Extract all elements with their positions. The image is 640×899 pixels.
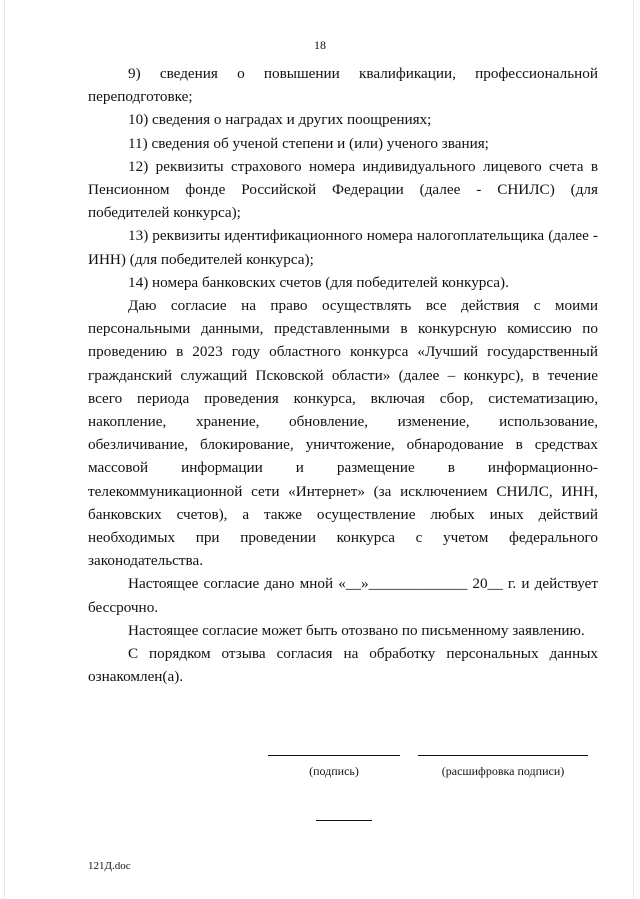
consent-paragraph: Даю согласие на право осуществлять все действия с моими персональными данными, представленными в конкурсную комиссию по проведению в 2023 году областного конкурса «Лучший государственный гражданский служащий Псковской области» (далее – конкурс), в течение всего периода проведения конкурса, включая сбор, систематизацию, накопление, хранение, обновление, изменение, использование, обезличивание, блокирование, уничтожение, обнародование в средствах массовой информации и размещение в информационно-телекоммуникационной сети «Интернет» (за исключением СНИЛС, ИНН, банковских счетов), а также осуществление любых иных действий необходимых при проведении конкурса с учетом федерального законодательства. [88,297,598,570]
scan-edge-right [633,0,634,899]
page-number: 18 [314,38,326,52]
scan-edge-left [4,0,5,899]
item-11: 11) сведения об ученой степени и (или) ученого звания; [128,134,489,152]
separator-line [316,820,372,821]
item-9: 9) сведения о повышении квалификации, профессиональной переподготовке; [88,65,598,106]
signature-decoding-line [418,755,588,756]
acknowledgement-paragraph: С порядком отзыва согласия на обработку персональных данных ознакомлен(а). [88,645,598,686]
file-name-footer: 121Д.doc [88,860,131,872]
item-13: 13) реквизиты идентификационного номера налогоплательщика (далее - ИНН) (для победителей конкурса); [88,227,598,268]
document-body [88,62,598,688]
signature-decoding-block [418,755,588,779]
signature-caption: (подпись) [309,764,359,778]
consent-date-paragraph: Настоящее согласие дано мной «__»_____________ 20__ г. и действует бессрочно. [88,575,598,616]
signature-decoding-caption: (расшифровка подписи) [441,764,565,778]
revocation-paragraph: Настоящее согласие может быть отозвано по письменному заявлению. [128,621,585,639]
item-10: 10) сведения о наградах и других поощрениях; [128,111,432,129]
item-14: 14) номера банковских счетов (для победителей конкурса). [128,273,509,291]
signature-line [268,755,400,756]
item-12: 12) реквизиты страхового номера индивидуального лицевого счета в Пенсионном фонде Российской Федерации (далее - СНИЛС) (для победителей конкурса); [88,157,598,222]
signature-block [268,755,400,779]
